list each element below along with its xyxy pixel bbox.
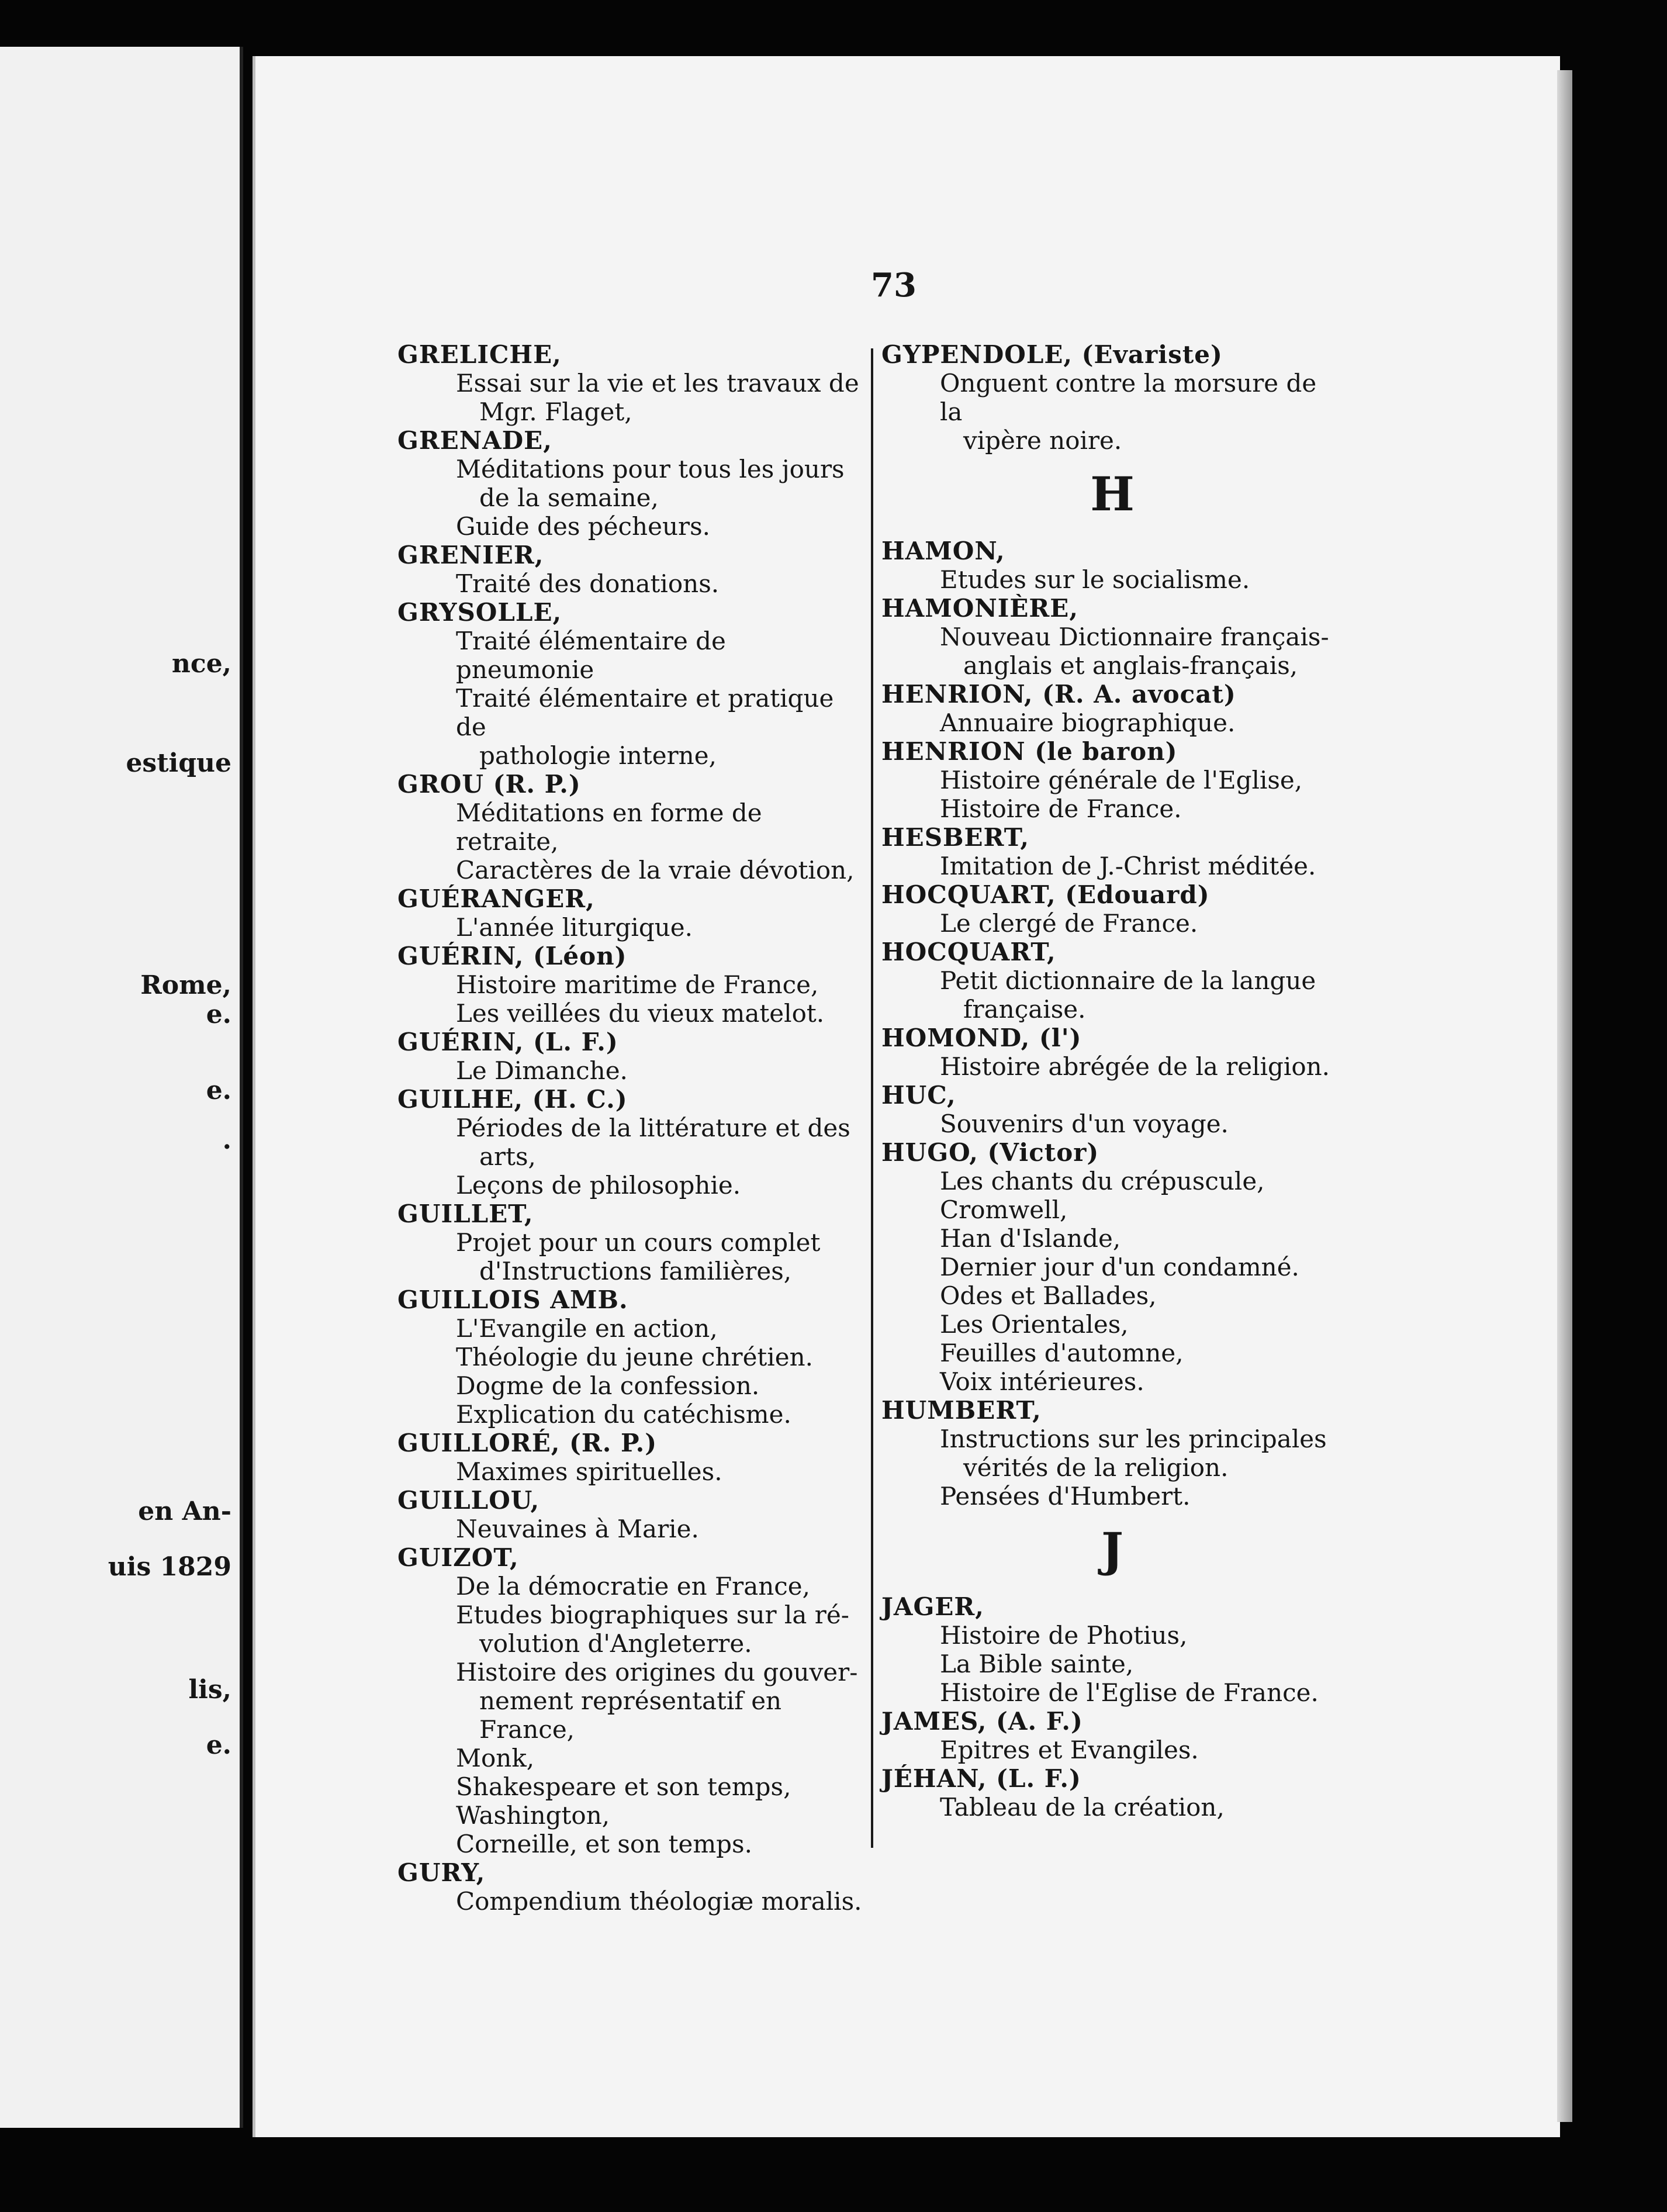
work-title-line: Instructions sur les principales [940, 1425, 1327, 1453]
work-title [881, 1678, 1343, 1707]
index-entry [397, 1285, 865, 1429]
work-title-line: Traité des donations. [456, 569, 720, 598]
work-title-line: Odes et Ballades, [940, 1281, 1157, 1310]
work-title-line: Les Orientales, [940, 1310, 1129, 1339]
work-title-continuation: nement représentatif en France, [479, 1686, 782, 1744]
work-title [397, 627, 865, 684]
author-name: HAMON, [881, 537, 1005, 565]
index-entry [881, 680, 1343, 737]
work-title [397, 569, 865, 598]
index-entry [397, 942, 865, 1028]
work-title-continuation: Mgr. Flaget, [479, 398, 632, 426]
work-title-continuation: de la semaine, [479, 483, 659, 512]
work-title [397, 369, 865, 426]
work-title-line: Feuilles d'automne, [940, 1339, 1184, 1367]
index-entry [881, 737, 1343, 823]
work-title [397, 1572, 865, 1601]
index-column-left [397, 340, 865, 1916]
author-name: HESBERT, [881, 823, 1029, 852]
author-name: HOCQUART, (Edouard) [881, 880, 1210, 909]
work-title-line: Essai sur la vie et les travaux de [456, 369, 859, 398]
work-title [397, 684, 865, 770]
facing-page-fragment: en An- [138, 1496, 231, 1526]
facing-page-fragment: uis 1829 [108, 1552, 231, 1582]
author-name: JAMES, (A. F.) [881, 1707, 1083, 1736]
work-title [881, 1650, 1343, 1678]
work-title [397, 1171, 865, 1200]
work-title [881, 1253, 1343, 1281]
work-title-line: Dernier jour d'un condamné. [940, 1253, 1299, 1281]
work-title [881, 1281, 1343, 1310]
index-entry [397, 1429, 865, 1486]
work-title [397, 1515, 865, 1543]
work-title-line: Histoire maritime de France, [456, 970, 819, 999]
author-name: GUÉRANGER, [397, 884, 595, 913]
work-title [397, 512, 865, 541]
work-title [881, 794, 1343, 823]
work-title [397, 1830, 865, 1858]
author-name: GURY, [397, 1858, 486, 1887]
facing-page-fragment: lis, [188, 1675, 231, 1705]
author-name: GUÉRIN, (Léon) [397, 942, 627, 970]
index-entry [397, 1858, 865, 1916]
work-title [397, 970, 865, 999]
facing-page-fragment: e. [206, 1076, 231, 1105]
author-name: JAGER, [881, 1592, 984, 1621]
index-entry [881, 537, 1343, 594]
facing-page-fragment: Rome, [140, 970, 231, 1000]
author-name: GRYSOLLE, [397, 598, 562, 627]
page-number: 73 [871, 266, 916, 305]
work-title-line: L'Evangile en action, [456, 1314, 718, 1343]
author-name: HUC, [881, 1081, 956, 1110]
index-entry [881, 880, 1343, 938]
index-entry [397, 1486, 865, 1543]
index-entry [397, 598, 865, 770]
index-entry [397, 340, 865, 426]
facing-page-fragment: e. [206, 1000, 231, 1029]
work-title [881, 909, 1343, 938]
work-title-line: Annuaire biographique. [940, 708, 1236, 737]
work-title [881, 1310, 1343, 1339]
author-name: HOMOND, (l') [881, 1024, 1082, 1052]
work-title [397, 799, 865, 856]
work-title-line: Leçons de philosophie. [456, 1171, 741, 1200]
author-name: GUIZOT, [397, 1543, 519, 1572]
work-title-line: Histoire abrégée de la religion. [940, 1052, 1330, 1081]
author-name: HENRION, (R. A. avocat) [881, 680, 1236, 708]
work-title-continuation: volution d'Angleterre. [479, 1629, 752, 1658]
work-title-line: De la démocratie en France, [456, 1572, 811, 1601]
work-title [881, 1736, 1343, 1764]
index-entry [397, 1028, 865, 1085]
work-title-line: Cromwell, [940, 1195, 1068, 1224]
work-title-line: Théologie du jeune chrétien. [456, 1343, 813, 1371]
facing-page-left [0, 47, 243, 2128]
author-name: GUILLOU, [397, 1486, 540, 1515]
index-entry [881, 594, 1343, 680]
section-letter: J [1101, 1522, 1123, 1577]
work-title [397, 1400, 865, 1429]
work-title-line: Le clergé de France. [940, 909, 1198, 938]
work-title [397, 1371, 865, 1400]
work-title [397, 1056, 865, 1085]
index-entry [881, 1396, 1343, 1511]
work-title [881, 623, 1343, 680]
work-title-line: Histoire de Photius, [940, 1621, 1188, 1650]
work-title [881, 1167, 1343, 1195]
work-title-continuation: vérités de la religion. [963, 1453, 1229, 1482]
author-name: GRELICHE, [397, 340, 562, 369]
work-title [881, 966, 1343, 1024]
index-entry [397, 1543, 865, 1858]
work-title-line: Histoire de France. [940, 794, 1182, 823]
work-title [397, 913, 865, 942]
index-entry [881, 1024, 1343, 1081]
work-title [881, 369, 1343, 455]
work-title-line: Maximes spirituelles. [456, 1457, 722, 1486]
work-title-line: Les veillées du vieux matelot. [456, 999, 825, 1028]
author-name: HUMBERT, [881, 1396, 1042, 1425]
work-title [397, 1228, 865, 1285]
facing-page-fragment: e. [206, 1730, 231, 1760]
author-name: HAMONIÈRE, [881, 594, 1078, 623]
work-title-line: Corneille, et son temps. [456, 1830, 752, 1858]
index-entry [397, 541, 865, 598]
work-title [881, 1621, 1343, 1650]
author-name: GUILHE, (H. C.) [397, 1085, 628, 1114]
work-title [397, 856, 865, 884]
index-entry [397, 1200, 865, 1285]
work-title [397, 1658, 865, 1744]
work-title [881, 1195, 1343, 1224]
work-title-line: Nouveau Dictionnaire français- [940, 623, 1329, 651]
work-title-line: Périodes de la littérature et des [456, 1114, 850, 1142]
section-letter: H [1090, 466, 1135, 521]
work-title [881, 708, 1343, 737]
work-title [881, 1367, 1343, 1396]
index-entry [397, 1085, 865, 1200]
work-title-line: Pensées d'Humbert. [940, 1482, 1191, 1511]
author-name: GUILLET, [397, 1200, 534, 1228]
work-title-line: Méditations en forme de retraite, [456, 799, 762, 856]
author-name: GYPENDOLE, (Evariste) [881, 340, 1223, 369]
work-title-continuation: pathologie interne, [479, 741, 717, 770]
index-entry [881, 1592, 1343, 1707]
index-column-right [881, 340, 1343, 1822]
work-title [397, 1314, 865, 1343]
work-title-line: Caractères de la vraie dévotion, [456, 856, 855, 884]
index-entry [397, 884, 865, 942]
work-title-line: Shakespeare et son temps, [456, 1772, 791, 1801]
work-title-line: Onguent contre la morsure de la [940, 369, 1317, 426]
work-title-line: L'année liturgique. [456, 913, 693, 942]
index-entry [397, 770, 865, 884]
column-divider [871, 348, 873, 1848]
work-title [397, 1887, 865, 1916]
facing-page-fragment: nce, [171, 649, 231, 679]
work-title-line: Tableau de la création, [940, 1793, 1225, 1822]
author-name: GUILLORÉ, (R. P.) [397, 1429, 658, 1457]
work-title [397, 1744, 865, 1772]
work-title-line: Traité élémentaire et pratique de [456, 684, 834, 741]
work-title [881, 1052, 1343, 1081]
author-name: JÉHAN, (L. F.) [881, 1764, 1081, 1793]
work-title-continuation: arts, [479, 1142, 536, 1171]
index-entry [881, 1138, 1343, 1396]
work-title [881, 1425, 1343, 1482]
author-name: HOCQUART, [881, 938, 1056, 966]
author-name: HENRION (le baron) [881, 737, 1178, 766]
work-title-line: Epitres et Evangiles. [940, 1736, 1199, 1764]
work-title [881, 1224, 1343, 1253]
work-title [397, 1343, 865, 1371]
author-name: GUILLOIS AMB. [397, 1285, 628, 1314]
work-title-continuation: française. [963, 995, 1086, 1024]
work-title [397, 1801, 865, 1830]
work-title-line: Neuvaines à Marie. [456, 1515, 699, 1543]
work-title-line: Dogme de la confession. [456, 1371, 760, 1400]
facing-page-fragment: estique [126, 748, 231, 778]
work-title-line: Imitation de J.-Christ méditée. [940, 852, 1316, 880]
index-entry [881, 1081, 1343, 1138]
work-title [881, 1110, 1343, 1138]
work-title-line: Histoire générale de l'Eglise, [940, 766, 1303, 794]
work-title [397, 1114, 865, 1171]
work-title [881, 766, 1343, 794]
work-title-line: Compendium théologiæ moralis. [456, 1887, 862, 1916]
work-title-line: Washington, [456, 1801, 610, 1830]
author-name: HUGO, (Victor) [881, 1138, 1099, 1167]
work-title [397, 1772, 865, 1801]
work-title-line: Souvenirs d'un voyage. [940, 1110, 1229, 1138]
work-title-continuation: d'Instructions familières, [479, 1257, 792, 1285]
work-title-line: Voix intérieures. [940, 1367, 1144, 1396]
work-title-line: Etudes sur le socialisme. [940, 565, 1250, 594]
index-entry [881, 340, 1343, 455]
facing-page-fragment: . [222, 1125, 231, 1155]
work-title-line: Traité élémentaire de pneumonie [456, 627, 726, 684]
work-title [397, 1601, 865, 1658]
index-entry [881, 823, 1343, 880]
work-title-line: Monk, [456, 1744, 535, 1772]
work-title [397, 455, 865, 512]
work-title [881, 1482, 1343, 1511]
index-entry [881, 1764, 1343, 1822]
work-title-line: Les chants du crépuscule, [940, 1167, 1265, 1195]
author-name: GUÉRIN, (L. F.) [397, 1028, 618, 1056]
work-title-line: Etudes biographiques sur la ré- [456, 1601, 849, 1629]
work-title-line: Explication du catéchisme. [456, 1400, 791, 1429]
work-title-line: Han d'Islande, [940, 1224, 1121, 1253]
page-edge [1557, 70, 1572, 2122]
author-name: GROU (R. P.) [397, 770, 581, 799]
work-title [881, 565, 1343, 594]
index-entry [397, 426, 865, 541]
author-name: GRENIER, [397, 541, 544, 569]
index-entry [881, 938, 1343, 1024]
work-title [397, 1457, 865, 1486]
work-title [881, 1793, 1343, 1822]
work-title [881, 852, 1343, 880]
work-title [881, 1339, 1343, 1367]
work-title-line: La Bible sainte, [940, 1650, 1134, 1678]
work-title-line: Histoire de l'Eglise de France. [940, 1678, 1319, 1707]
work-title-line: Guide des pécheurs. [456, 512, 710, 541]
work-title-line: Projet pour un cours complet [456, 1228, 821, 1257]
work-title-continuation: vipère noire. [963, 426, 1122, 455]
work-title-line: Le Dimanche. [456, 1056, 628, 1085]
index-entry [881, 1707, 1343, 1764]
work-title-continuation: anglais et anglais-français, [963, 651, 1298, 680]
work-title-line: Petit dictionnaire de la langue [940, 966, 1316, 995]
work-title-line: Histoire des origines du gouver- [456, 1658, 858, 1686]
author-name: GRENADE, [397, 426, 552, 455]
work-title [397, 999, 865, 1028]
work-title-line: Méditations pour tous les jours [456, 455, 845, 483]
